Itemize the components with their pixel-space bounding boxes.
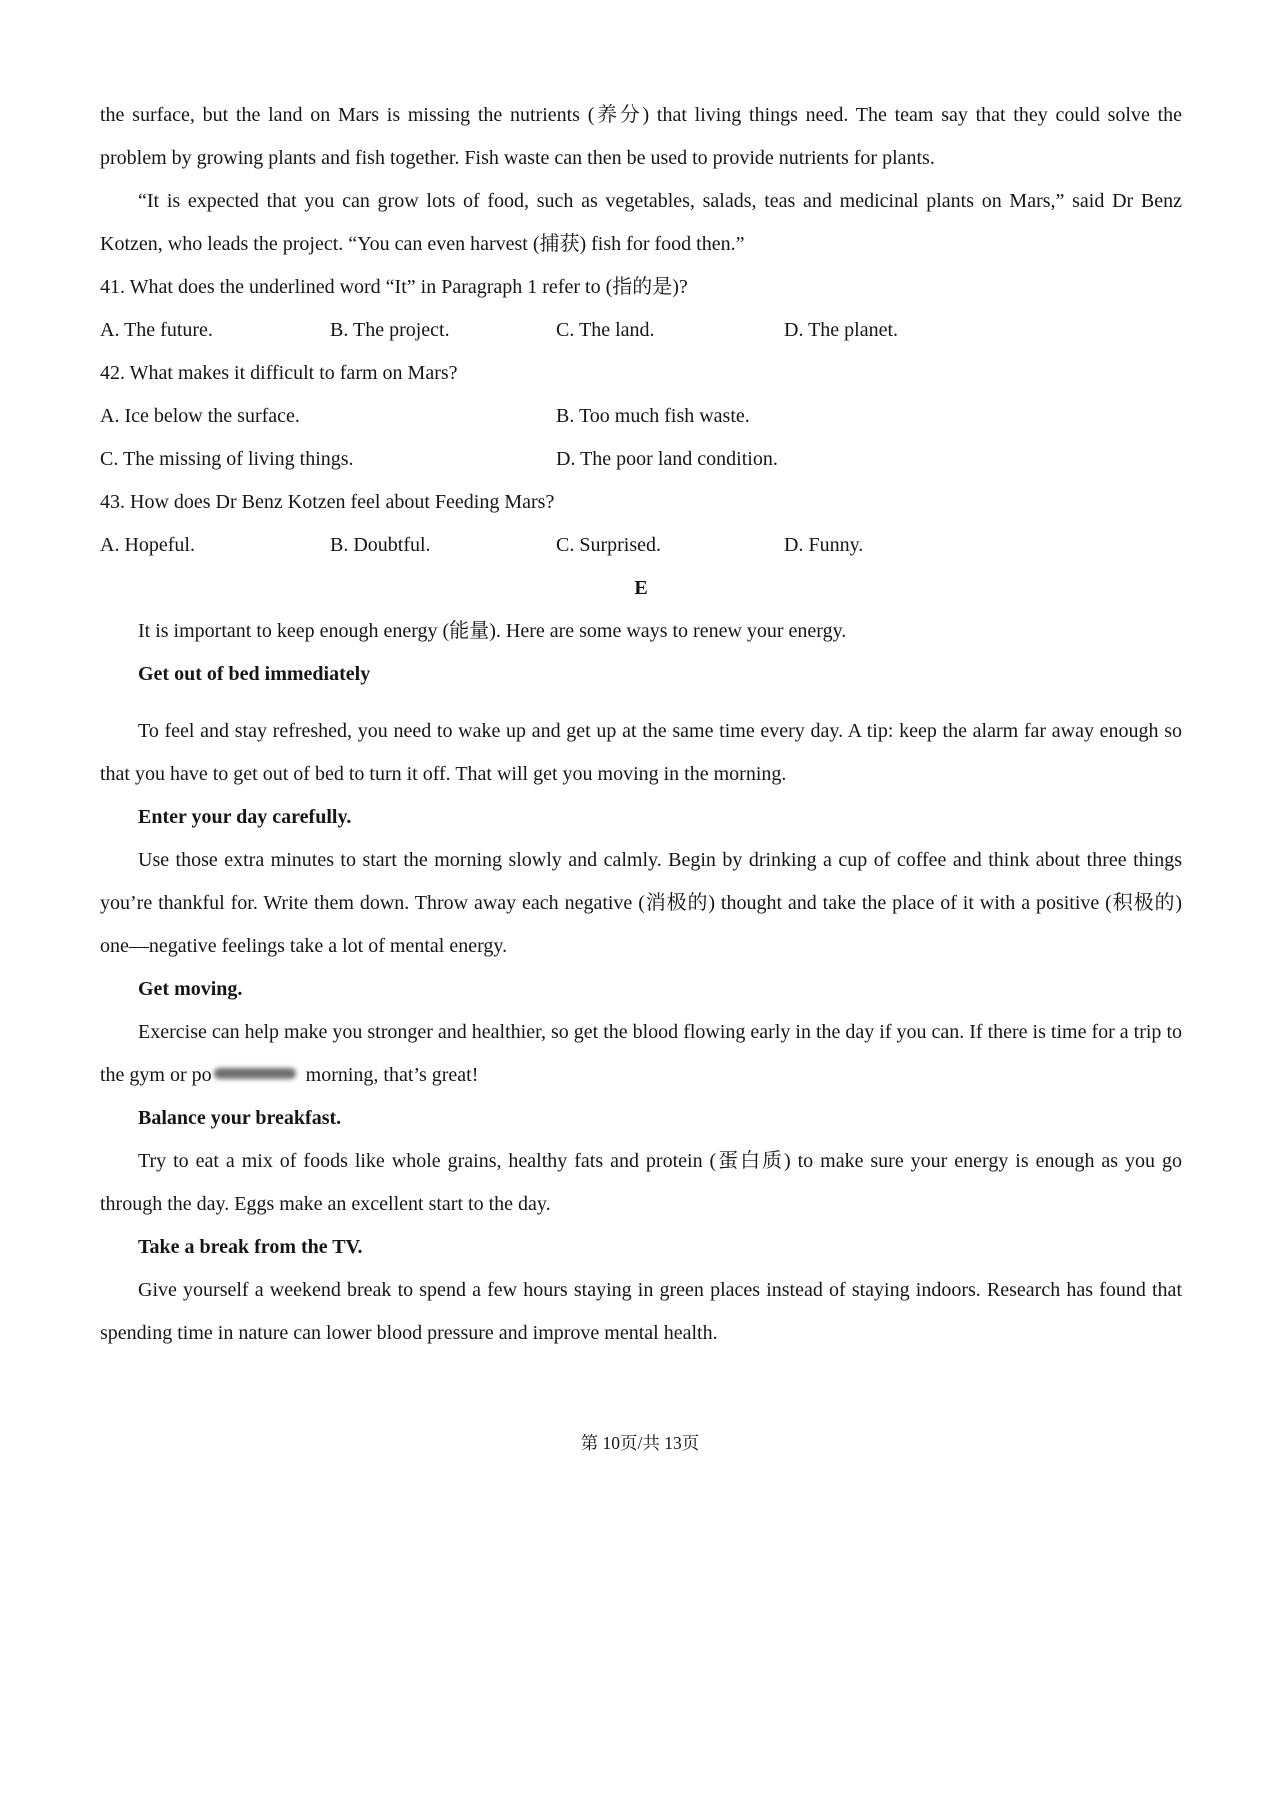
passage-paragraph-2: “It is expected that you can grow lots of food, such as vegetables, salads, teas and medicinal plants on Mars,” said Dr Benz Kotzen, who leads the project. “You can even harvest (捕获) fish for food then.”: [100, 190, 1182, 255]
question-43-option-a: A. Hopeful.: [100, 534, 195, 556]
question-43-stem: 43. How does Dr Benz Kotzen feel about Feeding Mars?: [100, 491, 555, 513]
tip-heading-enter-your-day: Enter your day carefully.: [138, 806, 352, 828]
passage-paragraph-1: the surface, but the land on Mars is missing the nutrients (养分) that living things need. The team say that they could solve the problem by growing plants and fish together. Fish waste can then be used to provide nutrients for plants.: [100, 104, 1182, 169]
question-43-option-c: C. Surprised.: [556, 534, 661, 556]
tip-body-get-moving: [100, 1011, 1182, 1097]
tip-body-break-from-tv: Give yourself a weekend break to spend a few hours staying in green places instead of staying indoors. Research has found that spending time in nature can lower blood pressure and improve mental health.: [100, 1279, 1182, 1344]
question-42-option-a: A. Ice below the surface.: [100, 405, 300, 427]
question-43-option-d: D. Funny.: [784, 534, 864, 556]
question-42-options-row-1: [100, 395, 1182, 438]
question-41-option-a: A. The future.: [100, 319, 213, 341]
question-43-option-b: B. Doubtful.: [330, 534, 431, 556]
page-content: [100, 94, 1182, 1355]
tip-body-get-moving-end: morning, that’s great!: [305, 1064, 479, 1086]
question-41-option-d: D. The planet.: [784, 319, 899, 341]
tip-body-get-out-of-bed: To feel and stay refreshed, you need to wake up and get up at the same time every day. A tip: keep the alarm far away enough so that you have to get out of bed to turn it off. That will get you moving in the morning.: [100, 720, 1182, 785]
tip-heading-balance-breakfast: Balance your breakfast.: [138, 1107, 342, 1129]
tip-heading-get-out-of-bed: Get out of bed immediately: [138, 663, 371, 685]
tip-body-get-moving-start: Exercise can help make you stronger and healthier, so get the blood flowing early in the day if you can. If there is time for a trip to the gym or po: [100, 1021, 1182, 1086]
question-42-option-d: D. The poor land condition.: [556, 448, 778, 470]
question-41-stem: 41. What does the underlined word “It” in Paragraph 1 refer to (指的是)?: [100, 276, 688, 298]
section-e-intro: It is important to keep enough energy (能量). Here are some ways to renew your energy.: [138, 620, 847, 642]
smudged-text: [214, 1068, 296, 1079]
section-e-label: E: [634, 577, 648, 599]
tip-heading-get-moving: Get moving.: [138, 978, 243, 1000]
question-42-option-b: B. Too much fish waste.: [556, 405, 750, 427]
page-footer: 第 10页/共 13页: [580, 1433, 700, 1453]
question-43-options: [100, 524, 1182, 567]
question-41-option-b: B. The project.: [330, 319, 450, 341]
question-41-option-c: C. The land.: [556, 319, 655, 341]
tip-body-balance-breakfast: Try to eat a mix of foods like whole grains, healthy fats and protein (蛋白质) to make sure your energy is enough as you go through the day. Eggs make an excellent start to the day.: [100, 1150, 1182, 1215]
question-42-options-row-2: [100, 438, 1182, 481]
tip-body-enter-your-day: Use those extra minutes to start the morning slowly and calmly. Begin by drinking a cup of coffee and think about three things you’re thankful for. Write them down. Throw away each negative (消极的) thought and take the place of it with a positive (积极的) one—negative feelings take a lot of mental energy.: [100, 849, 1182, 957]
question-42-option-c: C. The missing of living things.: [100, 448, 354, 470]
tip-heading-break-from-tv: Take a break from the TV.: [138, 1236, 363, 1258]
question-41-options: [100, 309, 1182, 352]
question-42-stem: 42. What makes it difficult to farm on Mars?: [100, 362, 458, 384]
